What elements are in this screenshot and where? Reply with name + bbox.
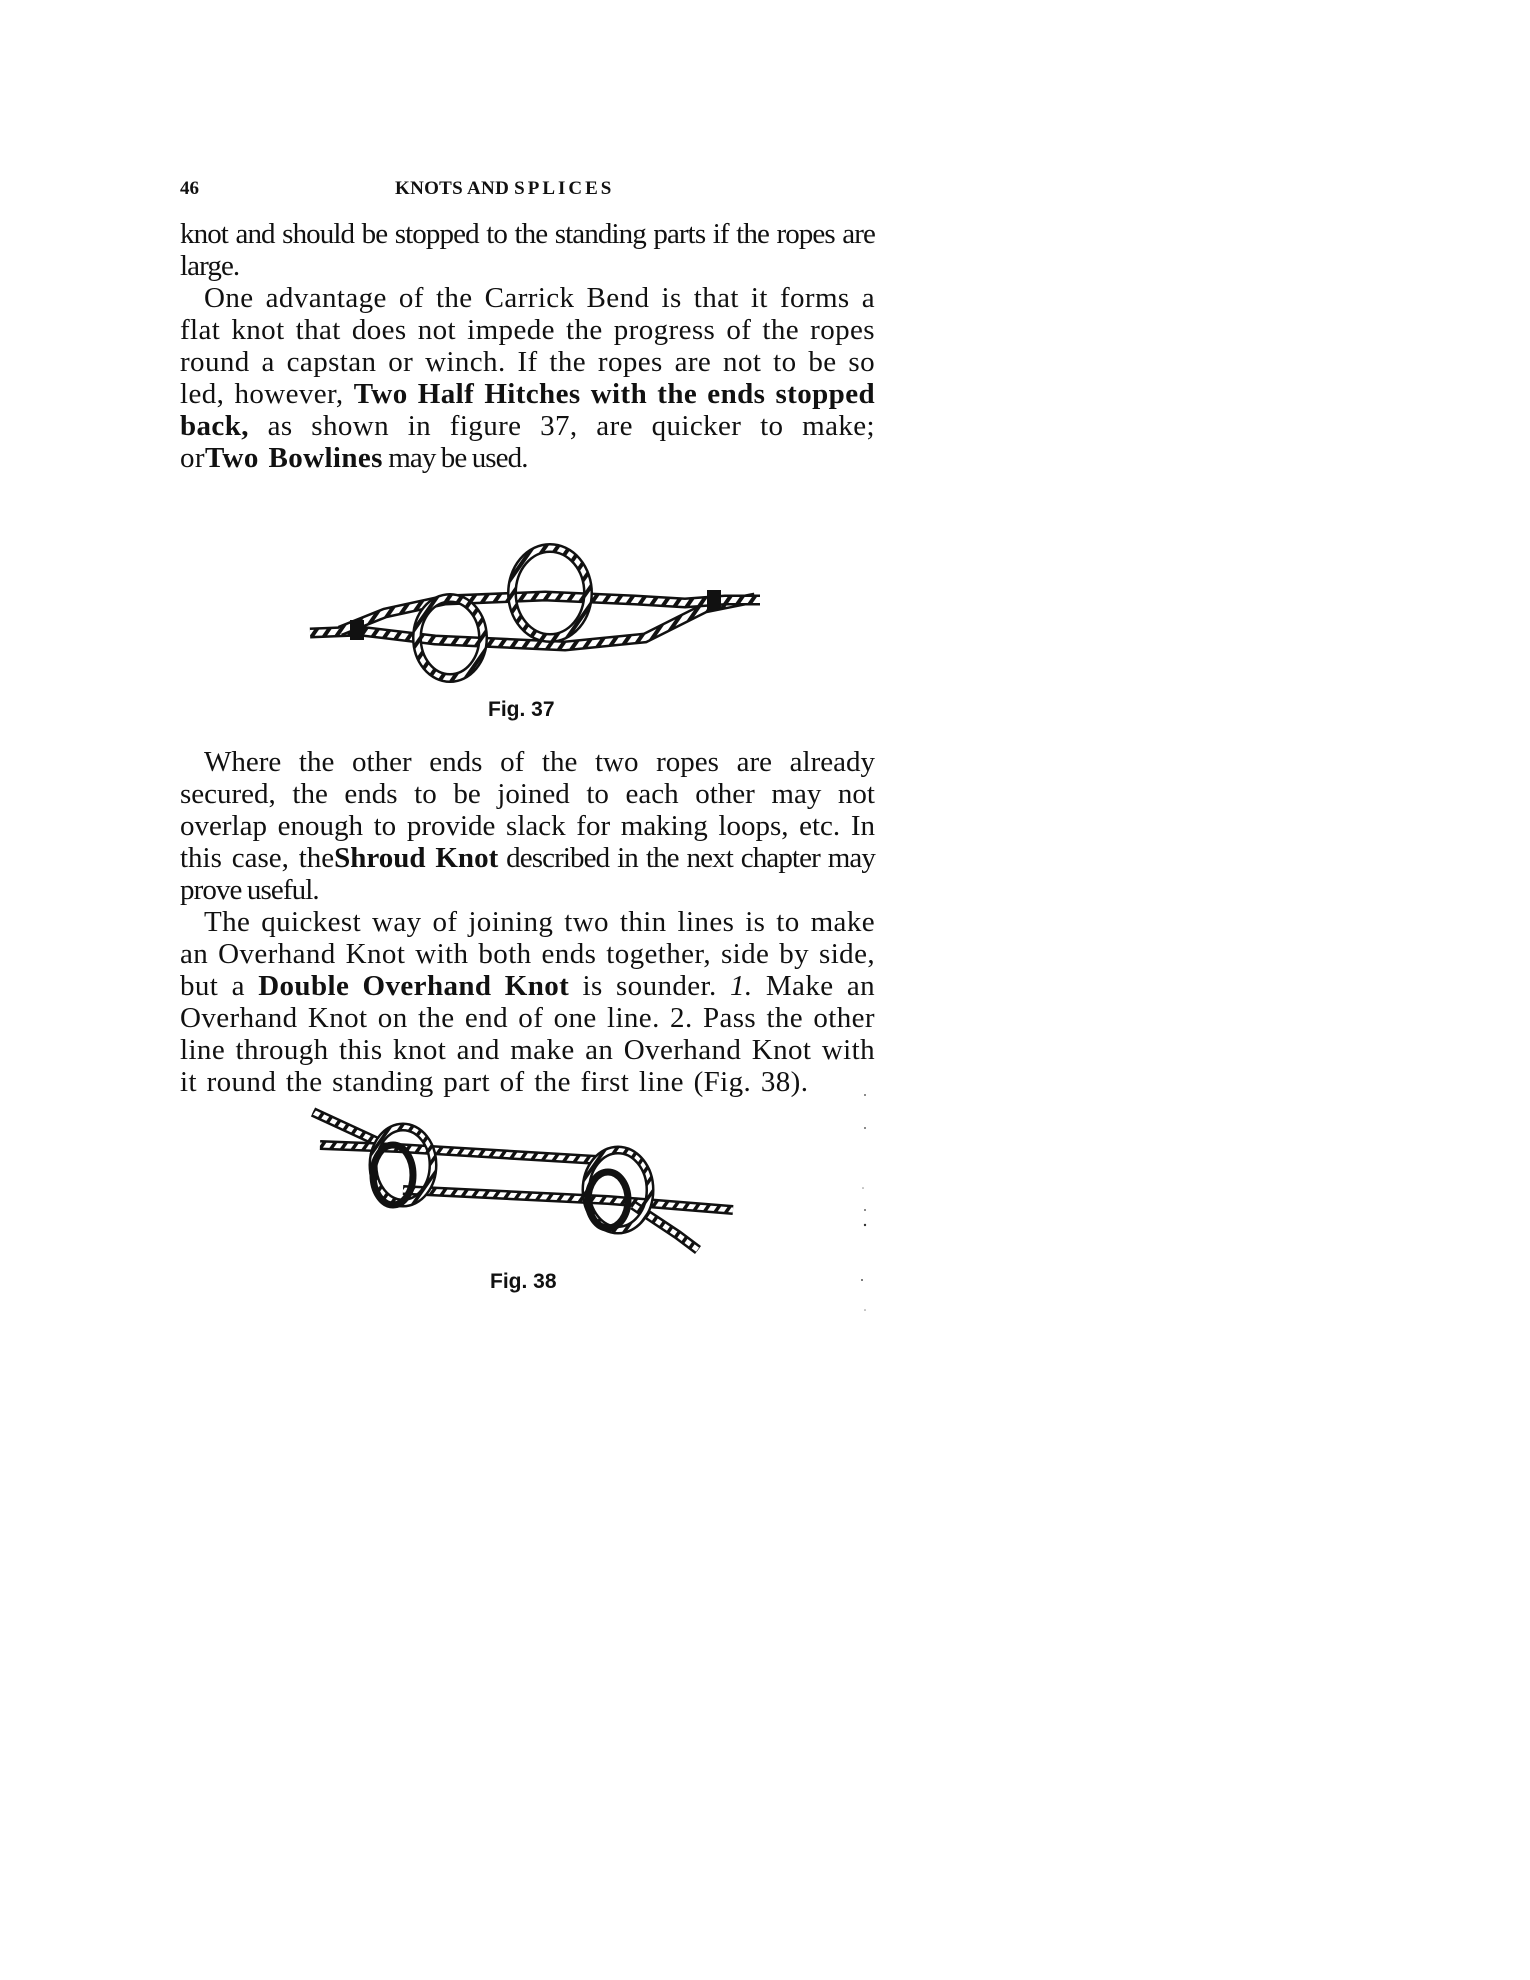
paragraph-double-overhand — [180, 906, 875, 1098]
step-number-italic: 1. — [729, 970, 753, 1002]
figure-38-caption: Fig. 38 — [490, 1270, 557, 1293]
bold-term-shroud-knot: Shroud Knot — [334, 842, 499, 874]
text-run: may be used. — [382, 442, 528, 474]
text-run: described in the next chapter may prove useful. — [180, 842, 875, 906]
text-run: Where the other ends of the two ropes are already secured, the ends to be joined to each other may not overlap enough to provide slack for making loops, etc. In this case, the — [180, 746, 875, 874]
text-run: Make an Overhand Knot on the end of one line. 2. Pass the other line through this knot and make an Overhand Knot with it round the standing part of the first line (Fig. 38). — [180, 970, 875, 1098]
running-head — [180, 178, 875, 206]
text-run: One advantage of the Carrick Bend is that it forms a flat knot that does not impede the progress of the ropes round a capstan or winch. If the ropes are not to be so led, however, — [180, 282, 875, 410]
running-title — [395, 178, 614, 200]
paragraph-shroud-knot — [180, 746, 875, 906]
text-run: is sounder. — [569, 970, 730, 1002]
text-block-top — [180, 218, 875, 474]
bold-term-double-overhand-knot: Double Overhand Knot — [258, 970, 570, 1002]
two-half-hitches-stopped-back-illustration — [305, 538, 760, 683]
running-title-part1: KNOTS AND — [395, 178, 515, 199]
text-run: The quickest way of joining two thin lines is to make an Overhand Knot with both ends together, side by side, but a — [180, 906, 875, 1002]
figure-37-caption: Fig. 37 — [488, 698, 555, 721]
paragraph-continuation: knot and should be stopped to the standing parts if the ropes are large. — [180, 218, 875, 282]
paragraph-carrick-bend — [180, 282, 875, 474]
bold-term-two-half-hitches: Two Half Hitches with the ends stopped back, — [180, 378, 875, 442]
page-number: 46 — [180, 178, 199, 199]
text-block-bottom — [180, 746, 875, 1098]
double-overhand-knot-illustration — [308, 1100, 743, 1275]
scan-specks-decoration — [855, 1090, 875, 1320]
text-run: as shown in figure 37, are quicker to make; or — [180, 410, 875, 474]
bold-term-two-bowlines: Two Bowlines — [204, 442, 383, 474]
running-title-part2: SPLICES — [514, 178, 615, 199]
